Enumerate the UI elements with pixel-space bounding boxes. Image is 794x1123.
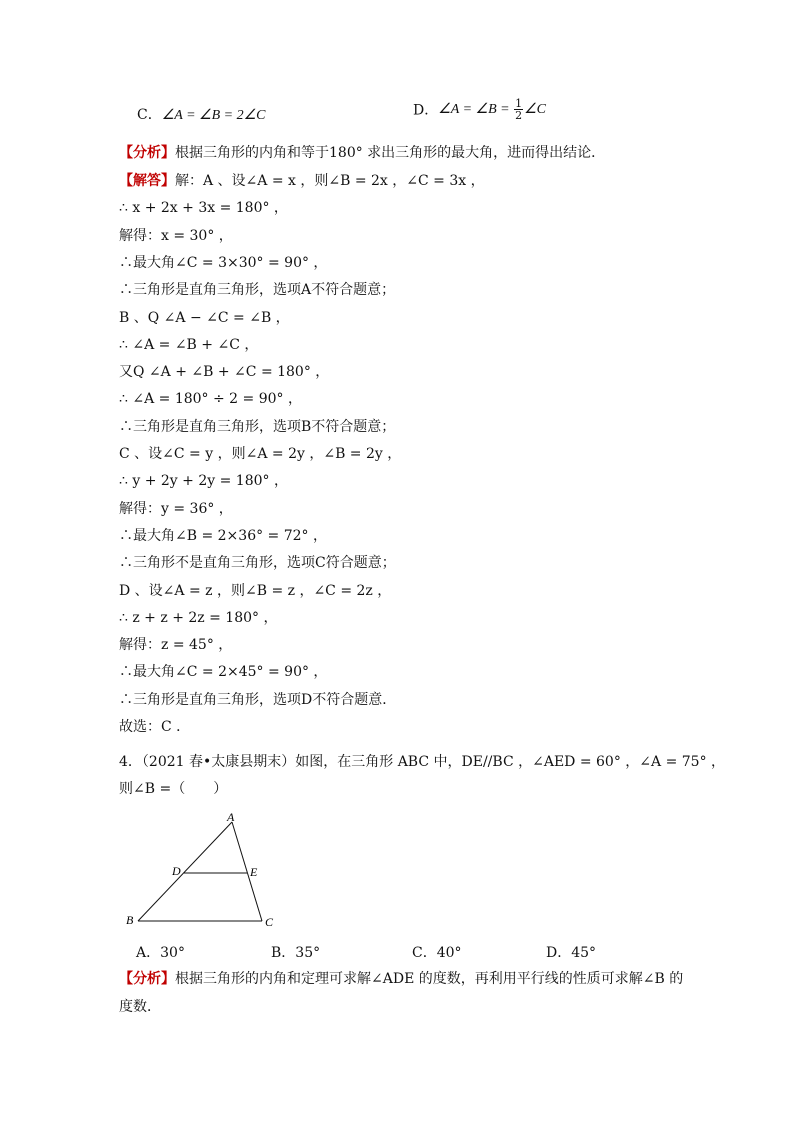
solution-text: ∴三角形是直角三角形，选项A不符合题意； [119,282,396,298]
analysis-paragraph [119,144,605,162]
answer-c-label: C． [412,945,437,961]
answer-b-value: 35° [295,945,321,961]
solution-line [119,663,327,681]
solution-text: ∴三角形是直角三角形，选项B不符合题意； [119,419,396,435]
triangle-figure [120,810,280,930]
label-a: A [227,810,235,824]
solution-line [119,390,302,408]
solution-line [119,554,396,572]
solution-text: ∴三角形是直角三角形，选项D不符合题意． [119,692,397,708]
answer-c-value: 40° [436,945,462,961]
solution-tag: 【解答】 [119,173,175,189]
answer-a-label: A． [136,945,161,961]
solution-text: 又Q ∠A + ∠B + ∠C = 180° ， [119,364,330,380]
solution-line [119,172,485,190]
analysis2-text-continued: 度数． [119,999,161,1015]
question4-line2: 则∠B =（ ） [119,781,228,797]
solution-text: ∴ x + 2x + 3x = 180° ， [119,200,288,216]
solution-line [119,582,391,600]
solution-text: ∴最大角∠C = 3×30° = 90° ， [119,255,328,271]
solution-text: ∴ y + 2y + 2y = 180° ， [119,473,288,489]
side-ab [138,822,232,921]
analysis-tag: 【分析】 [119,145,175,161]
solution-line [119,199,288,217]
option-d-top [413,98,546,121]
solution-line [119,281,395,299]
answer-a-value: 30° [160,945,185,961]
answer-c [412,942,462,962]
solution-text: 解得：y = 36° ， [119,501,233,517]
option-d-text-b: ∠C [524,102,546,117]
label-e: E [250,865,258,879]
solution-text: C 、设∠C = y ，则∠A = 2y ，∠B = 2y ， [119,446,402,462]
solution-text: ∴最大角∠B = 2×36° = 72° ， [119,528,327,544]
solution-line [119,636,232,654]
solution-text: ∴ z + z + 2z = 180° ， [119,610,278,626]
solution-text: ∴ ∠A = ∠B + ∠C ， [119,337,259,353]
solution-line [119,445,401,463]
question4-line1: 4．（2021 春•太康县期末）如图，在三角形 ABC 中，DE//BC ，∠AED = 60° ，∠A = 75° ， [119,754,726,770]
label-b: B [126,913,134,927]
answer-b-label: B． [271,945,296,961]
analysis2-text: 根据三角形的内角和定理可求解∠ADE 的度数，再利用平行线的性质可求解∠B 的 [175,971,684,987]
option-c-label: C． [137,107,162,123]
solution-text: ∴三角形不是直角三角形，选项C符合题意； [119,555,396,571]
solution-line [119,418,395,436]
solution-text: 解得：x = 30° ， [119,228,233,244]
fraction-numerator: 1 [515,97,523,110]
solution-line [119,363,329,381]
solution-line [119,691,396,709]
solution-text: 解得：z = 45° ， [119,637,233,653]
answer-d-value: 45° [571,945,597,961]
side-ac [232,822,262,921]
option-d-text-a: ∠A = ∠B = [438,102,514,117]
label-d: D [172,864,181,878]
solution-text: D 、设∠A = z ，则∠B = z ，∠C = 2z ， [119,583,392,599]
solution-line [119,718,190,736]
option-c-text: ∠A = ∠B = 2∠C [161,108,266,123]
solution-line [119,254,327,272]
analysis2-tag: 【分析】 [119,971,175,987]
solution-line [119,527,327,545]
option-d-label: D． [413,102,439,119]
solution-text: B 、Q ∠A − ∠C = ∠B ， [119,310,290,326]
solution-line [119,500,233,518]
solution-line [119,472,288,490]
answer-a [136,942,185,962]
fraction-denominator: 2 [515,109,523,122]
solution-text: 故选：C ． [119,719,191,735]
solution-line [119,336,258,354]
solution-line [119,227,233,245]
solution-line [119,609,277,627]
solution-line [119,309,290,327]
option-c-top [137,104,265,124]
answer-b [271,942,320,962]
label-c: C [265,915,274,929]
analysis-text: 根据三角形的内角和等于180° 求出三角形的最大角，进而得出结论． [175,145,606,161]
solution-text: ∴ ∠A = 180° ÷ 2 = 90° ， [119,391,302,407]
answer-d-label: D． [546,945,572,961]
analysis2-paragraph [119,970,683,988]
solution-text: ∴最大角∠C = 2×45° = 90° ， [119,664,328,680]
option-d-fraction [514,98,523,121]
solution-text: 解：A 、设∠A = x ，则∠B = 2x ，∠C = 3x ， [175,173,485,189]
answer-d [546,942,596,962]
